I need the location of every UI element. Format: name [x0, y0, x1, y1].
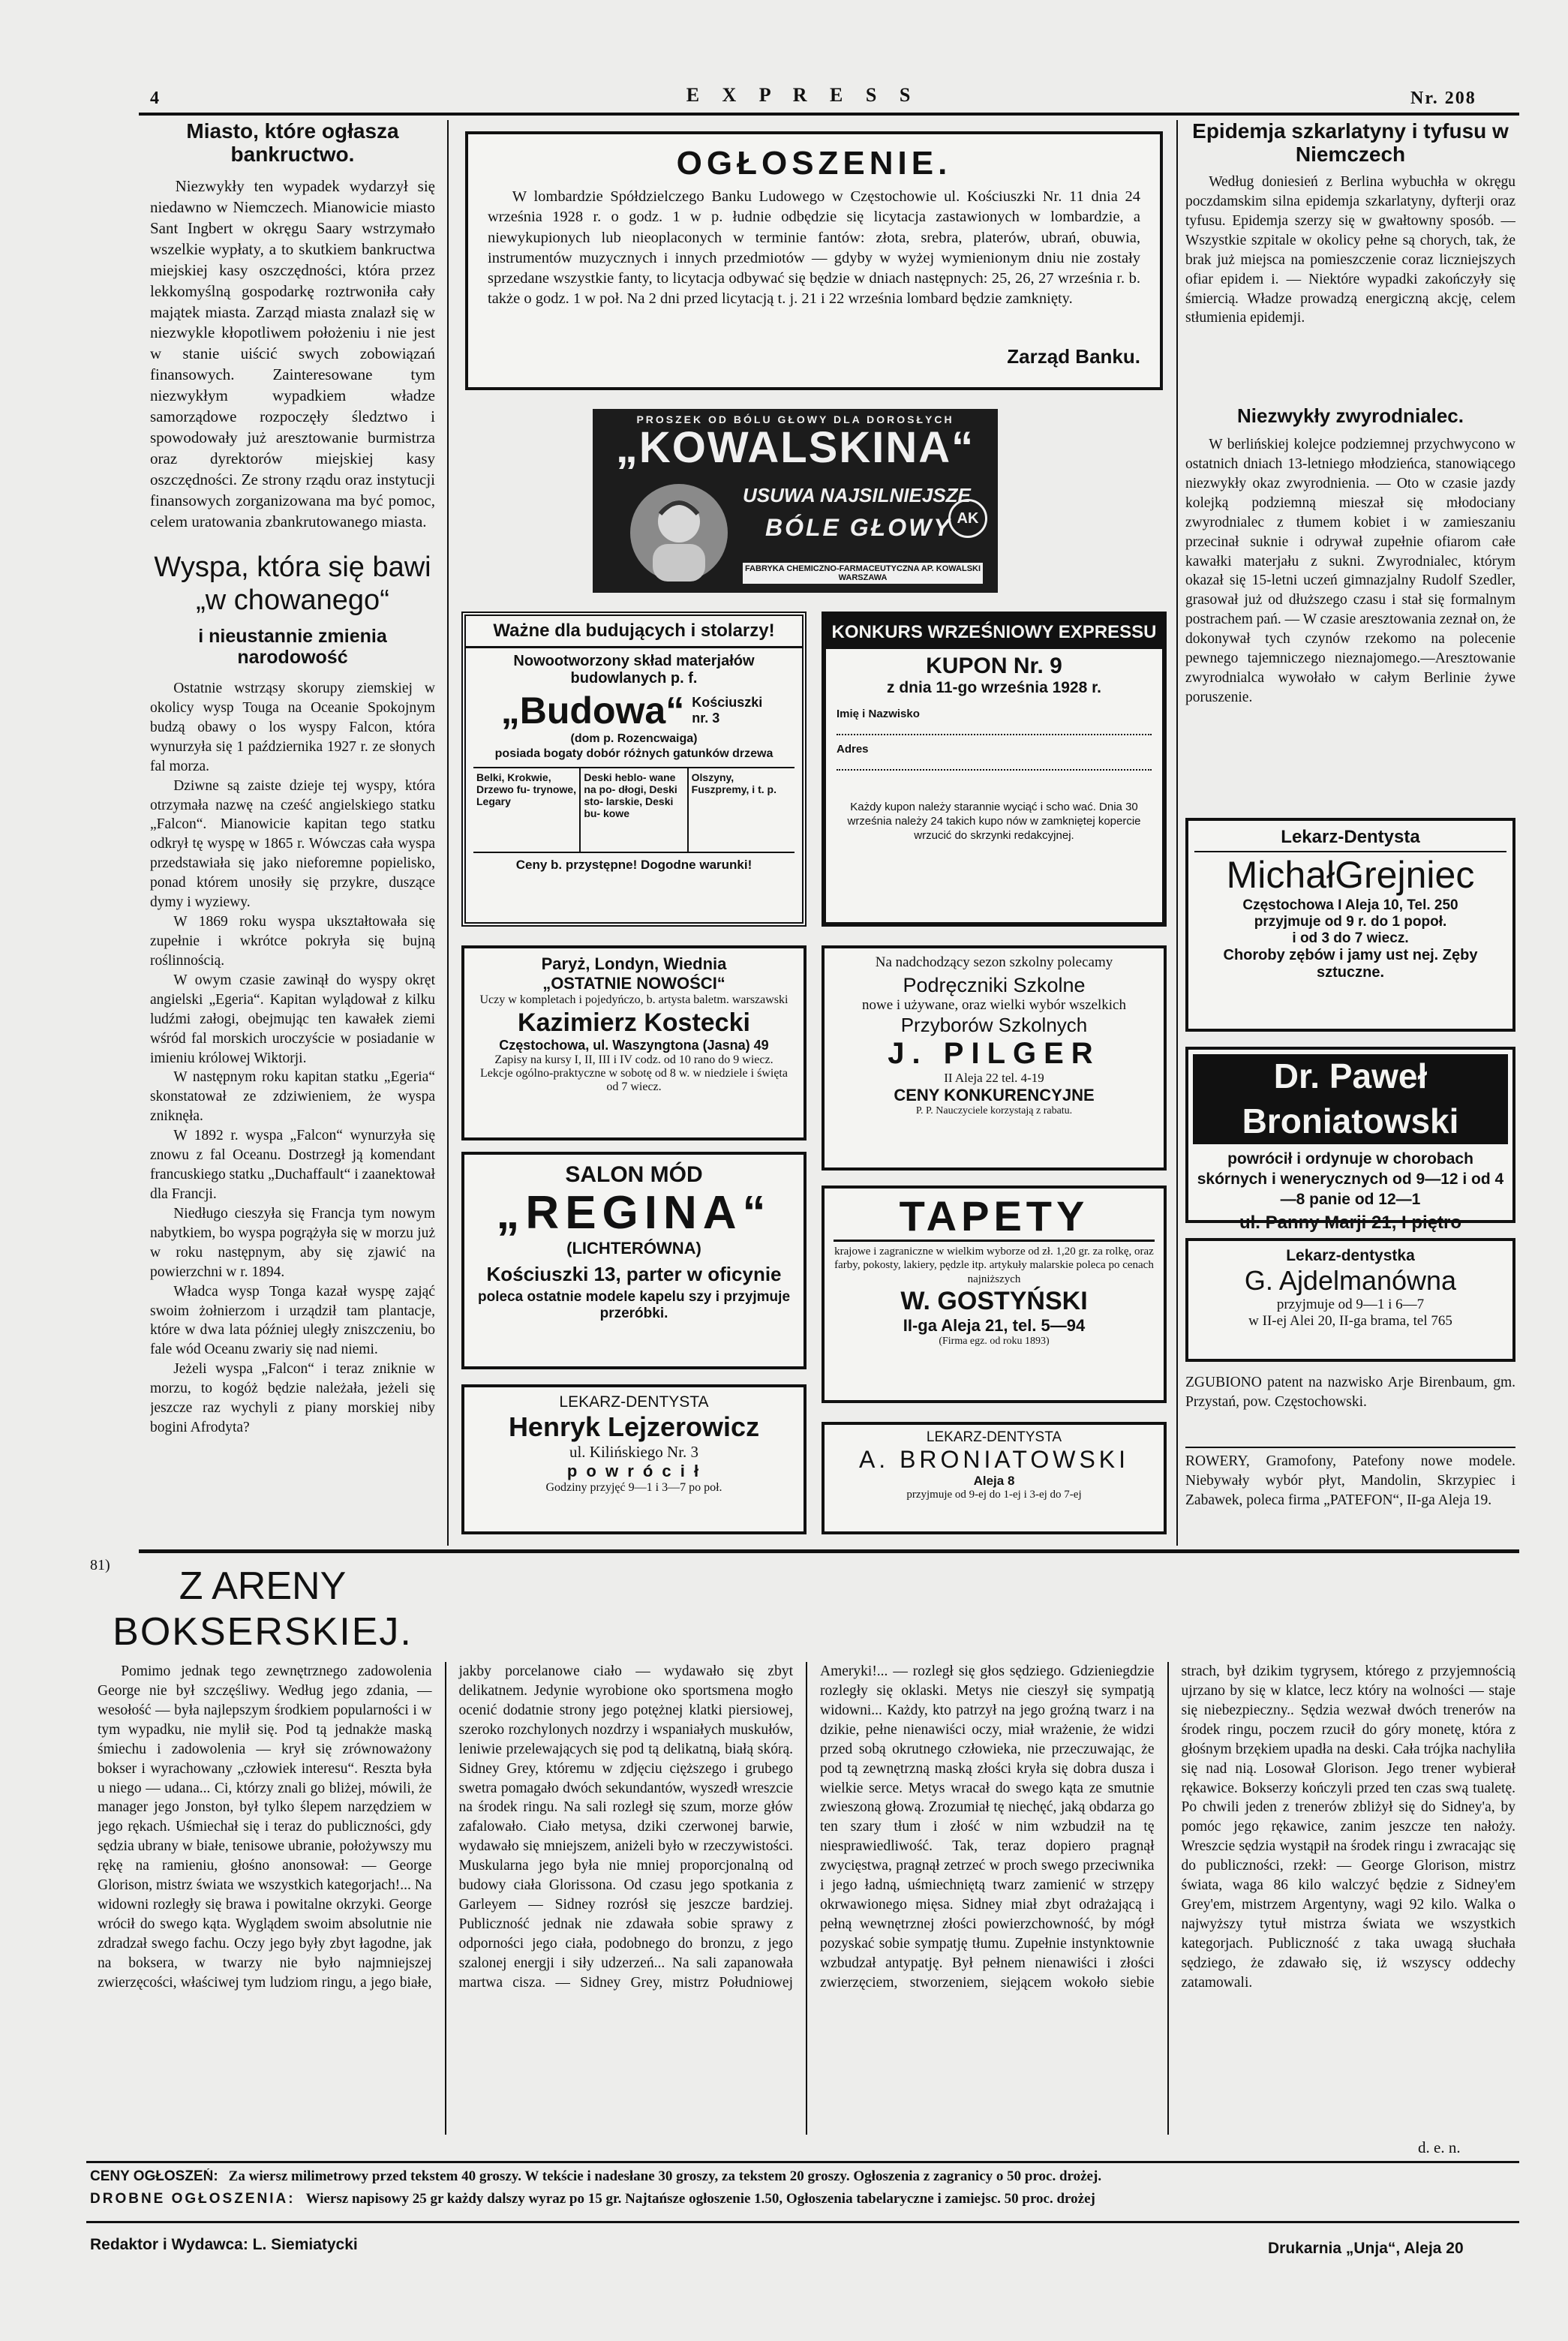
article2-body: Ostatnie wstrząsy skorupy ziemskiej w okolicy wysp Touga na Oceanie Spokojnym budzą obawy o los wyspy Falcon, która wynurzyła się 1 października 1927 r. ze słonych fal morza. Dziwne są zaiste dzieje tej wyspy, która otrzymała nazwę na cześć angielskiego statku „Falcon“. Mianowicie kapitan tego statku odkrył tę wyspę w 1865 r. Wówczas cała wyspa przedstawiała się jako nieforemne popielisko, ponad którem unosiły się przykre, duszące dymy i wyziewy. W 1869 roku wyspa ukształtowała się zupełnie i wkrótce pokryła się bujną roślinnością. W owym czasie zawinął do wyspy okręt angielski „Egeria“. Kapitan wylądował z kilku ludźmi załogi, obejmując ten kawałek ziemi wśród fal morskich uroczyście w posiadanie w imieniu królowej Wiktorji. W następnym roku kapitan statku „Egeria“ skonstatował ze zdziwieniem, że wyspa zniknęła. W 1892 r. wyspa „Falcon“ wynurzyła się znowu z fal Oceanu. Dostrzegł ją komendant francuskiego statku „Duchaffault“ i zaanektował dla Francji. Niedługo cieszyła się Francja tym nowym nabytkiem, bo wyspa pogrążyła się w morzu już w roku następnym, aby się zjawić na powierzchni w r. 1894. Władca wysp Tonga kazał wyspę zająć swoim żołnierzom i urządził tam plantacje, które w dwa lata później uległy zniszczeniu, bo fale wód Oceanu zwariy się nad niemi. Jeżeli wyspa „Falcon“ i teraz zniknie w morzu, to kogóż będzie należała, jeżeli się jeszcze raz wychyli z piany morskiej niby bogini Afrodyta?: [150, 681, 435, 1436]
footer-printer: Drukarnia „Unja“, Aleja 20: [1268, 2240, 1464, 2257]
column-rule-3: [1176, 120, 1178, 1546]
lejzerowicz-line1: p o w r ó c i ł: [566, 1462, 701, 1480]
broniatowski-a-ad: [822, 1422, 1167, 1534]
lejzerowicz-line2: Godziny przyjęć 9—1 i 3—7 po poł.: [545, 1481, 722, 1494]
tapety-ad: [822, 1186, 1167, 1403]
grejniec-ad: [1185, 818, 1515, 1032]
regina-top: SALON MÓD: [565, 1162, 703, 1187]
budowa-items-3: Olszyny, Fuszpremy, i t. p.: [691, 771, 776, 795]
grejniec-name: MichałGrejniec: [1226, 854, 1475, 896]
epidemic-title: Epidemja szkarlatyny i tyfusu w Niemczech: [1192, 119, 1509, 166]
coupon-note: Każdy kupon należy starannie wyciąć i scho wać. Dnia 30 września należy 24 takich kupo nów w zamkniętej kopercie wrzucić do skrzynki redakcyjnej.: [847, 801, 1141, 842]
kostecki-name: Kazimierz Kostecki: [518, 1008, 750, 1037]
broniatowski-dr-ad: [1185, 1047, 1515, 1234]
pilger-line2: Podręczniki Szkolne: [903, 974, 1086, 996]
regina-name: „REGINA“: [496, 1187, 772, 1239]
prices-label-1: CENY OGŁOSZEŃ:: [90, 2168, 218, 2184]
kostecki-line2: „OSTATNIE NOWOŚCI“: [542, 974, 725, 993]
issue-number: Nr. 208: [1410, 89, 1476, 108]
lejzerowicz-ad: [461, 1384, 807, 1534]
article1-body: Niezwykły ten wypadek wydarzył się niedawno w Niemczech. Mianowicie miasto Sant Ingbert w okręgu Saary wstrzymało wszelkie wypłaty, a to skutkiem bankructwa miejskiej kasy oszczędności, która przez lekkomyślną gospodarkę roztrwoniła cały majątek miasta. Zarząd miasta znalazł się w niezwykle kłopotliwem położeniu i nie jest w stanie uiścić swych zobowiązań finansowych. Zainteresowane tym niezwykłym wypadkiem władze samorządowe rozpoczęły śledztwo i spowodowały już aresztowanie burmistrza oraz dyrektorów miejskiej kasy oszczędności. Ze strony rządu oraz instytucji finansowych zorganizowana ma być pomoc, celem uratowania zbankrutowanego miasta.: [150, 177, 435, 530]
kostecki-line3: Uczy w kompletach i pojedyńczo, b. artysta baletm. warszawski: [479, 993, 789, 1006]
pilger-line1: Na nadchodzący sezon szkolny polecamy: [875, 954, 1113, 970]
notice-signature: Zarząd Banku.: [1007, 345, 1140, 368]
notice-body: W lombardzie Spółdzielczego Banku Ludowego w Częstochowie ul. Kościuszki Nr. 11 dnia 24 września 1928 r. o godz. 1 w p. łudnie odbędzie się licytacja zastawionych w lombardzie, a niewykupionych lub nieoplaconych w terminie fantów: złota, srebra, platerów, ubrań, obuwia, instrumentów muzycznych i innych przedmiotów — gdyby w wyżej wymienionym dniu nie zostały sprzedane wszystkie fanty, to licytacja odbywać się będzie w dniach następnych: 25, 26, 27 września r. b. także o godz. 1 w poł. Na 2 dni przed licytacją t. j. 21 i 22 września lombard będzie zamknięty.: [488, 188, 1140, 308]
degenerate-title: Niezwykły zwyrodnialec.: [1236, 404, 1464, 427]
tapety-firm: W. GOSTYŃSKI: [900, 1286, 1088, 1315]
grejniec-header: Lekarz-Dentysta: [1194, 827, 1506, 852]
pilger-line4: Przyborów Szkolnych: [900, 1014, 1088, 1036]
section-divider: [139, 1549, 1519, 1553]
ajdelman-header: Lekarz-dentystka: [1286, 1247, 1415, 1264]
paper-name: E X P R E S S: [686, 84, 920, 106]
coupon-number: KUPON Nr. 9: [926, 654, 1062, 678]
lejzerowicz-name: Henryk Lejzerowicz: [508, 1411, 760, 1442]
coupon-date: z dnia 11-go września 1928 r.: [887, 679, 1101, 696]
tapety-est: (Firma egz. od roku 1893): [939, 1335, 1050, 1347]
budowa-line2: posiada bogaty dobór różnych gatunków drzewa: [494, 747, 773, 760]
contest-coupon: [822, 612, 1167, 927]
ajdelman-line2: w II-ej Alei 20, II-ga brama, tel 765: [1248, 1313, 1452, 1329]
kostecki-line4: Częstochowa, ul. Waszyngtona (Jasna) 49: [499, 1038, 769, 1053]
boxing-body: Pomimo jednak tego zewnętrznego zadowolenia George nie był szczęśliwy. Według jego zdania, — wesołość — była najlepszym środkiem popularności i w tym wypadku, nie mylił się. Pod tą jednakże maską śmiechu i zadowolenia — krył się zrównoważony bokser i wyrachowany „człowiek interesu“. Reszta była u niego — udana... Ci, którzy znali go bliżej, mówili, że manager jego Jonston, był tylko ślepem narzędziem w jego rękach. Uśmiechał się i teraz do publiczności, gdy sędzia ubrany w białe, tenisowe ubranie, położywszy mu rękę na ramieniu, głośno anonsował: — George Glorison, mistrz świata we wszystkich kategorjach!... Na widowni rozległy się brawa i powitalne okrzyki. George wrócił do swego kąta. Wyglądem swoim absolutnie nie zdradzał swego fachu. Oczy jego były zbyt łagodne, jak na boksera, w twarzy nie było najmniejszej zwierzęcości, właściwej tym ludziom ringu, a jego białe, jakby porcelanowe ciało — wydawało się zbyt delikatnem. Jedynie wyrobione oko sportsmena mogło ocenić dodatnie strony jego potężnej klatki piersiowej, szeroko rozchylonych nozdrzy i wspaniałych muskułów, leniwie przelewających się pod tą delikatną, białą skórą. Sidney Grey, któremu w zdjęciu cięższego i grubego swetra pomagało dwóch sekundantów, wyszedł wreszcie na środek ringu. Na sali rozległ się szum, morze głów zafalowało. Ciało metysa, dziki czerwonej barwie, wydawało się mniejszem, aniżeli było w rzeczywistości. Muskularna jego była nie mniej proporcjonalną od budowy ciała Glorissona. Od czasu jego spotkania z Garleyem — Sidney rozrósł się jeszcze bardziej. Publiczność jednak nie zdawała sobie sprawy z odporności jego ciała, podobnego do bronzu, z jego szalonej energji i siły udzerzeń... Na sali zapanowała martwa cisza. — Sidney Grey, mistrz Południowej Ameryki!... — rozległ się głos sędziego. Gdzieniegdzie rozległy się oklaski. Metys nie cieszył się sympatją widowni... Każdy, kto patrzył na jego groźną twarz i na dzikie, pełne nienawiści oczy, miał wrażenie, że widzi przed sobą okrutnego człowieka, nie przeczuwając, że pod tą zewnętrzną maską złości kryła się dobra dusza i wielkie serce. Metys wracał do swego kąta ze smutnie zwieszoną głową. Zrozumiał tę niechęć, jaką obdarza go ten szary tłum i złość w nim wzbudził na tę niesprawiedliwość. Tak, teraz dopiero pragnął zwycięstwa, pragnął zetrzeć w proch swego przeciwnika i jego ładną, uśmiechniętą twarz zamienić w strzępy okrwawionego mięsa. Sidney miał zbyt odrażającą i pełną wewnętrznej złości powierzchowność, by mógł pozyskać sobie sympatję tłumu. Zupełnie instynktownie wzbudzał antypatję. Był pełnem nienawiści i złości zwierzęciem, stworzeniem, siejącem wokoło siebie strach, był dzikim tygrysem, którego z przyjemnością ujrzano by się w klatce, lecz który na wolności — stajе się niebezpieczny.. Sędzia wezwał dwóch trenerów na środek ringu, poczem rzucił do góry monetę, która z głośnym brzękiem upadła na deski. Cała trójka nachyliła się nad nią. Losował Glorison. Jego trener wybierał rękawice. Bokserzy kończyli przed ten czas swą tualetę. Po chwili jeden z trenerów zbliżył się do Sidney'a, by pomóc jego rękawice, zanim jeszcze ten nałoży. Wreszcie sędzia wystąpił na środek ringu i zwracając się do publiczności, rzekł: — George Glorison, mistrz świata, waga 86 kilo walczyć będzie z Sidney'em Grey'em, mistrzem Argentyny, wagi 92 kilo. Walka o najwyższy tytuł mistrza świata we wszystkich kategorjach. Publiczność z taka uwagą słuchała sędziego, że zdawało się, iż wszyscy oddechy zatamowali.: [98, 1663, 1515, 1991]
broniatowski-dr-body: powrócił i ordynuje w chorobach skórnych i wenerycznych od 9—12 i od 4—8 panie od 12—1: [1197, 1149, 1504, 1209]
budowa-subaddress: (dom p. Rozencwaiga): [570, 732, 698, 745]
article2-subtitle: i nieustannie zmienia narodowość: [198, 626, 387, 668]
broniatowski-a-name: A. BRONIATOWSKI: [858, 1446, 1130, 1473]
prices-rule-bottom: [86, 2221, 1519, 2223]
budowa-ad: [461, 612, 807, 927]
tapety-name: TAPETY: [834, 1193, 1155, 1242]
ak-badge-icon: AK: [948, 499, 987, 538]
grejniec-line2: przyjmuje od 9 r. do 1 popoł.: [1254, 914, 1447, 930]
column-rule-1: [447, 120, 449, 1546]
ajdelman-ad: [1185, 1238, 1515, 1362]
article2-title: Wyspa, która się bawi „w chowanego“: [154, 551, 431, 616]
prices-row-2: [90, 2191, 1515, 2207]
regina-address: Kościuszki 13, parter w oficynie: [486, 1263, 782, 1286]
boxing-signature: d. e. n.: [1418, 2138, 1461, 2156]
pilger-line6: CENY KONKURENCYJNE: [894, 1086, 1095, 1104]
broniatowski-a-address: Aleja 8: [973, 1474, 1015, 1488]
budowa-items-2: Deski heblo- wane na po- dłogi, Deski sto- larskie, Deski bu- kowe: [581, 768, 688, 852]
prices-label-2: DROBNE OGŁOSZENIA:: [90, 2191, 296, 2207]
kowalskina-top: PROSZEK OD BÓLU GŁOWY DLA DOROSŁYCH: [636, 413, 954, 425]
header-rule: [139, 113, 1519, 116]
broniatowski-dr-address: ul. Panny Marji 21, I piętro: [1239, 1213, 1462, 1234]
kostecki-ad: [461, 945, 807, 1140]
pilger-line5: II Aleja 22 tel. 4-19: [944, 1071, 1044, 1085]
regina-ad: [461, 1152, 807, 1369]
pilger-name: J. PILGER: [888, 1037, 1101, 1070]
name-label: Imię i Nazwisko: [837, 708, 1152, 735]
kostecki-line5: Zapisy na kursy I, II, III i IV codz. od 10 rano do 9 wiecz.: [494, 1053, 773, 1066]
right-rule: [1185, 1447, 1515, 1448]
budowa-items-1: Belki, Krokwie, Drzewo fu- trynowe, Legary: [473, 768, 581, 852]
tapety-line1: krajowe i zagraniczne w wielkim wyborze od zł. 1,20 gr. za rolkę, oraz farby, pokosty, lakiery, pędzle itp. artykuły malarskie poleca po cenach najniższych: [834, 1245, 1154, 1286]
boxing-title-1: Z ARENY: [179, 1564, 347, 1608]
kostecki-line1: Paryż, Londyn, Wiednia: [541, 954, 727, 973]
prices-text-2: Wiersz napisowy 25 gr każdy dalszy wyraz po 15 gr. Najtańsze ogłoszenie 1.50, Ogłoszenia tabelaryczne i zamiejsc. 50 proc. drożej: [305, 2191, 1095, 2207]
rowery-notice: ROWERY, Gramofony, Patefony nowe modele. Niebywały wybór płyt, Mandolin, Skrzypiec i Zabawek, poleca firma „PATEFON“, II-ga Aleja 19.: [1185, 1453, 1515, 1508]
budowa-footer: Ceny b. przystępne! Dogodne warunki!: [515, 858, 752, 872]
notice-title: OGŁOSZENIE.: [676, 145, 952, 182]
page-number: 4: [150, 89, 161, 108]
pilger-ad: [822, 945, 1167, 1170]
lost-notice: ZGUBIONO patent na nazwisko Arje Birenbaum, gm. Przystań, pow. Częstochowski.: [1185, 1375, 1515, 1410]
boxing-title-2: BOKSERSKIEJ.: [113, 1610, 413, 1654]
kostecki-line6: Lekcje ogólno-praktyczne w sobotę od 8 w. w niedziele i święta od 7 wiecz.: [480, 1067, 788, 1093]
grejniec-line4: Choroby zębów i jamy ust nej. Zęby sztuczne.: [1223, 947, 1478, 981]
article1-title: Miasto, które ogłasza bankructwo.: [186, 119, 399, 166]
prices-row-1: [90, 2168, 1515, 2185]
pilger-line3: nowe i używane, oraz wielki wybór wszelkich: [862, 997, 1126, 1013]
lejzerowicz-address: ul. Kilińskiego Nr. 3: [569, 1443, 699, 1461]
boxing-serial: 81): [90, 1557, 110, 1573]
pilger-line7: P. P. Nauczyciele korzystają z rabatu.: [915, 1105, 1073, 1116]
footer-editor: Redaktor i Wydawca: L. Siemiatycki: [90, 2236, 358, 2253]
budowa-address: Kościuszki nr. 3: [692, 695, 763, 726]
address-label: Adres: [837, 743, 1152, 771]
broniatowski-dr-name: Dr. Paweł Broniatowski: [1193, 1054, 1508, 1144]
prices-text-1: Za wiersz milimetrowy przed tekstem 40 groszy. W tekście i nadesłane 30 groszy, za tekstem 20 groszy. Ogłoszenia z zagranicy o 50 proc. drożej.: [228, 2168, 1102, 2184]
budowa-name: „Budowa“: [500, 690, 685, 732]
kowalskina-factory: FABRYKA CHEMICZNO-FARMACEUTYCZNA AP. KOWALSKI WARSZAWA: [743, 563, 983, 584]
headache-illustration: [630, 484, 728, 581]
broniatowski-a-header: LEKARZ-DENTYSTA: [926, 1429, 1062, 1445]
lejzerowicz-header: LEKARZ-DENTYSTA: [559, 1393, 709, 1411]
notice-box: [465, 131, 1163, 390]
kowalskina-brand: „KOWALSKINA“: [615, 423, 975, 472]
kowalskina-line1: USUWA NAJSILNIEJSZE: [743, 484, 971, 506]
budowa-line1: Nowootworzony skład materjałów budowlanych p. f.: [513, 653, 755, 687]
broniatowski-a-line1: przyjmuje od 9-ej do 1-ej i 3-ej do 7-ej: [906, 1489, 1082, 1501]
contest-title: KONKURS WRZEŚNIOWY EXPRESSU: [826, 616, 1162, 649]
epidemic-body: Według doniesień z Berlina wybuchła w okręgu poczdamskim silna epidemja szkarlatyny, dyfterji oraz tyfusu. Epidemja szerzy się w gwałtowny sposób. — Wszystkie szpitale w okolicy pełne są chorych, tak, że brak już miejsca na pomieszczenie coraz liczniejszych ofiar epidem i. — Niektóre wypadki zakończyły się śmiercią. Władze prowadzą energiczną akcję, celem stłumienia epidemji.: [1185, 174, 1515, 326]
grejniec-line3: i od 3 do 7 wiecz.: [1292, 930, 1409, 946]
kowalskina-ad: [593, 409, 998, 593]
grejniec-line1: Częstochowa I Aleja 10, Tel. 250: [1242, 897, 1458, 913]
prices-rule-top: [86, 2161, 1519, 2163]
degenerate-body: W berlińskiej kolejce podziemnej przychwycono w ostatnich dniach 13-letniego młodzieńca, stanowiącego niezwykły okaz zwyrodnienia. — Oto w czasie jazdy kolejką podziemną mieszał się młodociany zwyrodnialec z tłumem kobiet i w zamieszaniu przecinał suknie i odrywał zupełnie ofiarom całe kawałki materjału z sukni. Zwyrodnialec, którym okazał się 15-letni uczeń gimnazjalny Rudolf Szedler, grasował już od dłuższego czasu i stał się formalnym postrachem pań. — W czasie aresztowania zeznał on, że dokonywał tych czynów rzekomo na polecenie pewnego tajemniczego nieznajomego.—Aresztowanie zwyrodnialca wywołało w całym Berlinie żywe poruszenie.: [1185, 437, 1515, 705]
regina-sub: (LICHTERÓWNA): [566, 1239, 701, 1258]
tapety-address: II-ga Aleja 21, tel. 5—94: [903, 1315, 1086, 1335]
regina-line1: poleca ostatnie modele kapelu szy i przyjmuje przeróbki.: [477, 1289, 791, 1322]
kowalskina-line2: BÓLE GŁOWY: [765, 514, 952, 541]
ajdelman-name: G. Ajdelmanówna: [1244, 1265, 1457, 1296]
ajdelman-line1: przyjmuje od 9—1 i 6—7: [1276, 1297, 1425, 1312]
budowa-header: Ważne dla budujących i stolarzy!: [466, 616, 802, 648]
